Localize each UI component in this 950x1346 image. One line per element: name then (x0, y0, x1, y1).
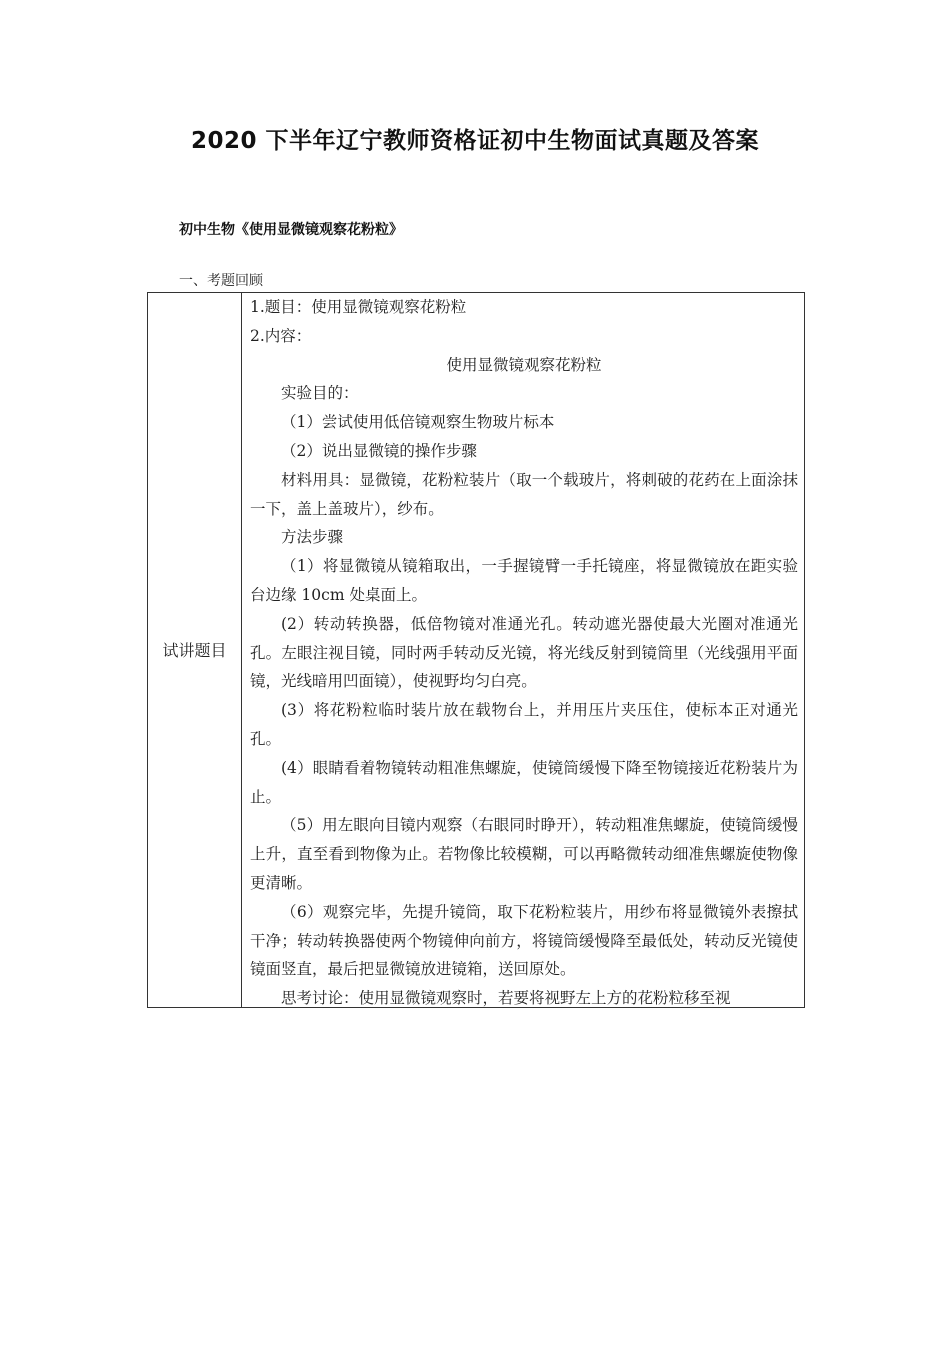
purpose-label: 实验目的： (281, 384, 359, 403)
purpose-item-2: （2）说出显微镜的操作步骤 (281, 441, 477, 460)
inner-title: 使用显微镜观察花粉粒 (446, 355, 602, 374)
step-3: (3）将花粉粒临时装片放在载物台上，并用压片夹压住，使标本正对通光孔。 (250, 701, 798, 748)
step-5: （5）用左眼向目镜内观察（右眼同时睁开），转动粗准焦螺旋，使镜筒缓慢上升，直至看到物像为止。若物像比较模糊，可以再略微转动细准焦螺旋使物像更清晰。 (250, 816, 798, 892)
step-4: (4）眼睛看着物镜转动粗准焦螺旋，使镜筒缓慢下降至物镜接近花粉装片为止。 (250, 758, 798, 806)
step-6: （6）观察完毕，先提升镜筒，取下花粉粒装片，用纱布将显微镜外表擦拭干净；转动转换器使两个物镜伸向前方，将镜筒缓慢降至最低处，转动反光镜使镜面竖直，最后把显微镜放进镜箱，送回原处。 (250, 902, 798, 979)
document-title: 2020 下半年辽宁教师资格证初中生物面试真题及答案 (190, 128, 760, 154)
topic-line: 1.题目：使用显微镜观察花粉粒 (250, 298, 467, 316)
row-label: 试讲题目 (162, 641, 227, 660)
column-divider (241, 293, 242, 1007)
subject-heading: 初中生物《使用显微镜观察花粉粒》 (179, 222, 403, 238)
method-label: 方法步骤 (281, 528, 344, 547)
section-heading: 一、考题回顾 (179, 273, 263, 289)
step-1: （1）将显微镜从镜箱取出，一手握镜臂一手托镜座，将显微镜放在距实验台边缘 10cm 处桌面上。 (250, 557, 798, 604)
purpose-item-1: （1）尝试使用低倍镜观察生物玻片标本 (281, 413, 555, 432)
step-2: (2）转动转换器，低倍物镜对准通光孔。转动遮光器使最大光圈对准通光孔。左眼注视目镜，同时两手转动反光镜，将光线反射到镜筒里（光线强用平面镜，光线暗用凹面镜），使视野均匀白亮。 (250, 614, 798, 691)
exam-table (147, 292, 805, 1008)
discussion-line: 思考讨论：使用显微镜观察时，若要将视野左上方的花粉粒移至视 (281, 989, 731, 1007)
materials-paragraph: 材料用具：显微镜，花粉粒装片（取一个载玻片，将刺破的花药在上面涂抹一下，盖上盖玻片），纱布。 (250, 470, 798, 518)
table-content (250, 293, 798, 1007)
content-label: 2.内容： (250, 326, 312, 345)
